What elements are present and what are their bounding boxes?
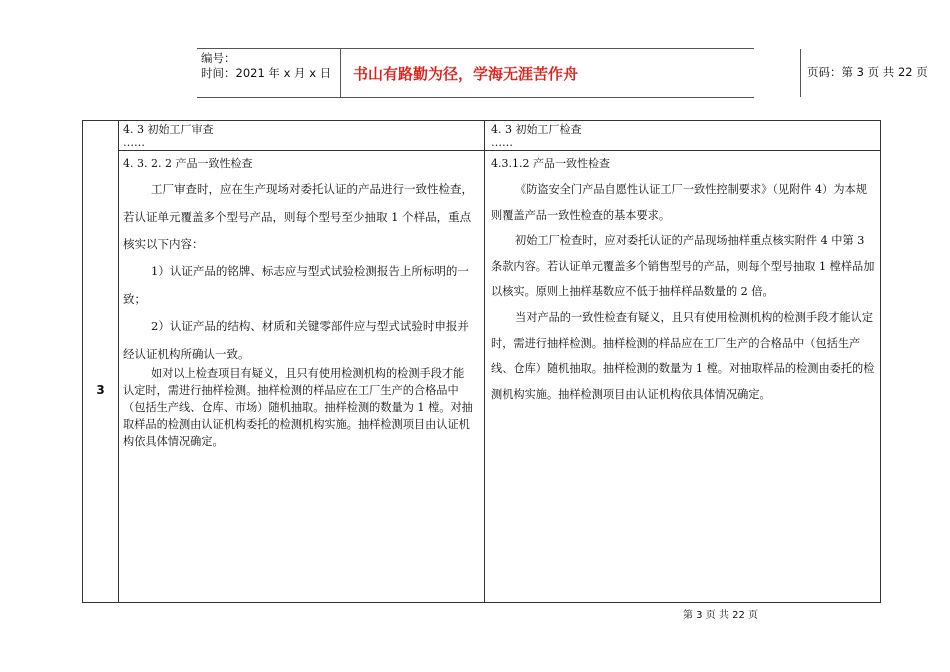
right-subheading: 4.3.1.2 产品一致性检查 xyxy=(491,157,610,170)
left-closing-paragraph: 如对以上检查项目有疑义，且只有使用检测机构的检测手段才能认定时，需进行抽样检测。抽样检测的样品应在工厂生产的合格品中（包括生产线、仓库、市场）随机抽取。抽样检测的数量为 1 樘。对抽取样品的检测由认证机构委托的检测机构实施。抽样检测项目由认证机构依具体情况确定。 xyxy=(123,367,473,448)
left-subheading: 4. 3. 2. 2 产品一致性检查 xyxy=(123,157,253,170)
right-paragraph-1: 《防盗安全门产品自愿性认证工厂一致性控制要求》（见附件 4）为本规则覆盖产品一致性检查的基本要求。 xyxy=(491,183,867,222)
comparison-table xyxy=(82,120,881,603)
right-heading: 4. 3 初始工厂检查 xyxy=(491,123,582,136)
motto-text: 书山有路勤为径，学海无涯苦作舟 xyxy=(353,65,579,83)
page-indicator: 页码：第 3 页 共 22 页 xyxy=(807,65,928,79)
left-intro-paragraph: 工厂审查时，应在生产现场对委托认证的产品进行一致性检查，若认证单元覆盖多个型号产品，则每个型号至少抽取 1 个样品，重点核实以下内容： xyxy=(123,182,473,251)
doc-code-label: 编号： xyxy=(201,51,236,65)
left-divider xyxy=(118,150,484,151)
doc-date-label: 时间：2021 年 x 月 x 日 xyxy=(201,66,332,80)
left-ellipsis: …… xyxy=(123,136,145,149)
left-heading: 4. 3 初始工厂审查 xyxy=(123,123,214,136)
header-page-cell xyxy=(800,49,950,97)
left-column xyxy=(118,121,485,602)
header-meta xyxy=(197,49,340,97)
page-footer: 第 3 页 共 22 页 xyxy=(683,610,758,621)
left-item-2: 2）认证产品的结构、材质和关键零部件应与型式试验时申报并经认证机构所确认一致。 xyxy=(123,319,469,361)
right-paragraph-3: 当对产品的一致性检查有疑义，且只有使用检测机构的检测手段才能认定时，需进行抽样检测。抽样检测的样品应在工厂生产的合格品中（包括生产线、仓库）随机抽取。抽样检测的数量为 1 樘。对抽取样品的检测由委托的检测机构实施。抽样检测项目由认证机构依具体情况确定。 xyxy=(491,311,875,401)
left-item-1: 1）认证产品的铭牌、标志应与型式试验检测报告上所标明的一致； xyxy=(123,264,469,306)
document-header xyxy=(197,48,928,98)
header-motto-cell xyxy=(340,49,799,97)
right-paragraph-2: 初始工厂检查时，应对委托认证的产品现场抽样重点核实附件 4 中第 3 条款内容。若认证单元覆盖多个销售型号的产品，则每个型号抽取 1 樘样品加以核实。原则上抽样基数应不低于抽样样品数量的 2 倍。 xyxy=(491,234,875,298)
right-column xyxy=(485,121,881,602)
right-ellipsis: …… xyxy=(491,136,513,149)
row-number-cell xyxy=(83,121,119,602)
right-divider xyxy=(485,150,881,151)
row-number: 3 xyxy=(96,383,105,397)
